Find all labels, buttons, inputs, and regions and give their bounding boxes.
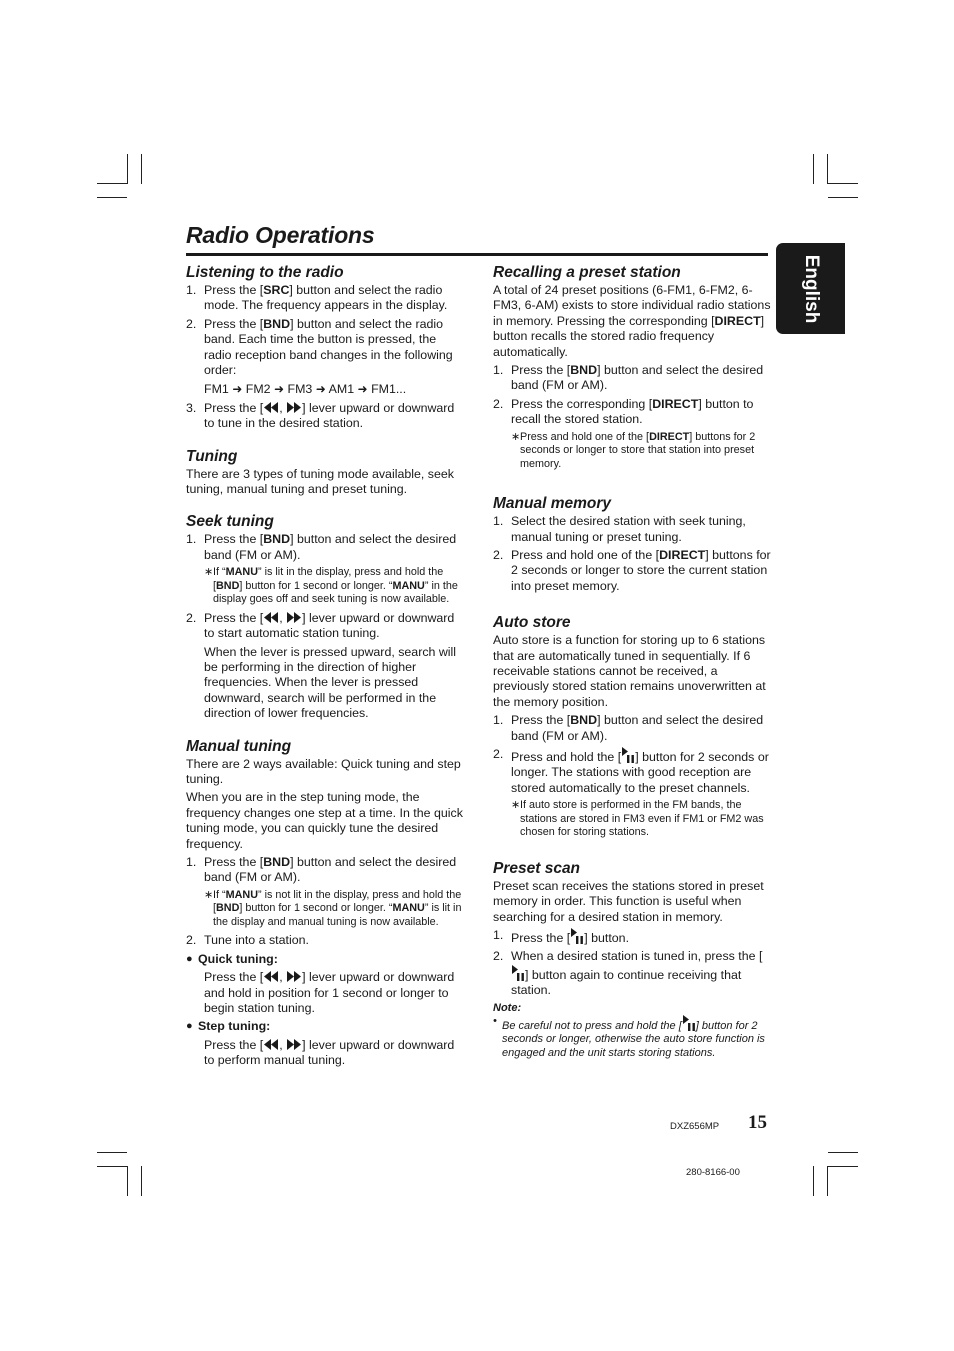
text: ] button for 1 second or longer. “ (239, 579, 393, 592)
section-auto-store (493, 614, 771, 840)
steps-list (493, 363, 771, 428)
step-item (186, 317, 466, 398)
fast-forward-icon (286, 1039, 302, 1050)
text: Press the corresponding [ (511, 396, 653, 411)
crop-mark (141, 1166, 142, 1196)
step-item (493, 949, 771, 998)
text: Press and hold the [ (511, 750, 622, 765)
band-order (204, 382, 466, 397)
step-number: 1. (186, 283, 197, 297)
title-rule (186, 253, 768, 256)
steps-list (186, 933, 466, 948)
asterisk: ∗ (204, 566, 214, 579)
text: A total of 24 preset positions (6-FM1, 6-FM2, 6-FM3, 6-AM) exists to store individual radio stations in memory. Pressing the corresponding [ (493, 283, 771, 328)
paragraph: There are 2 ways available: Quick tuning and step tuning. (186, 756, 461, 787)
text: Press and hold one of the [ (520, 430, 650, 443)
note (493, 1015, 771, 1061)
text: If “ (213, 888, 226, 901)
steps-list (493, 928, 771, 999)
crop-mark (127, 154, 128, 184)
right-arrow-icon: ➜ (315, 382, 326, 397)
step-number: 1. (186, 532, 197, 547)
crop-mark (828, 183, 858, 184)
rewind-icon (263, 402, 279, 413)
text: Press the [ (204, 532, 264, 547)
note (493, 799, 771, 840)
fast-forward-icon (286, 402, 302, 413)
text: If auto store is performed in the FM bands, the stations are stored in FM3 even if FM1 or FM2 was chosen for storing stations. (520, 799, 764, 839)
section-heading: Manual memory (493, 495, 612, 513)
filled-circle-bullet-icon: ● (186, 1020, 193, 1033)
steps-list (493, 514, 771, 594)
filled-circle-bullet-icon: ● (186, 952, 193, 965)
step-item (186, 855, 466, 886)
band-label: FM3 (287, 382, 313, 397)
language-tab-label: English (800, 254, 822, 323)
key-label: SRC (263, 283, 290, 297)
play-pause-icon (682, 1015, 696, 1031)
page-title: Radio Operations (186, 222, 375, 248)
section-manual-tuning (186, 738, 466, 1069)
crop-mark (827, 1166, 828, 1196)
language-tab (776, 243, 845, 334)
step-item (186, 401, 466, 432)
bullet-heading (186, 952, 466, 967)
steps-list (186, 855, 466, 886)
steps-list (186, 532, 466, 563)
key-label: DIRECT (659, 547, 706, 562)
play-pause-icon (511, 965, 525, 981)
step-number: 1. (493, 514, 504, 529)
text: Step tuning: (198, 1019, 271, 1034)
note-label: Note: (493, 1001, 522, 1014)
text: ] button and select the desired band (FM or AM). (511, 363, 764, 393)
step-number: 2. (493, 949, 504, 964)
fast-forward-icon (286, 971, 302, 982)
crop-mark (813, 1166, 814, 1196)
right-arrow-icon: ➜ (274, 382, 285, 397)
text: ] lever upward or downward to start automatic station tuning. (204, 610, 455, 641)
indicator-label: MANU (225, 566, 258, 579)
right-column (493, 264, 771, 1076)
text: ] lever upward or downward and hold in position for 1 second or longer to begin station tuning. (204, 970, 455, 1015)
step-number: 2. (186, 933, 197, 948)
step-item (186, 532, 466, 563)
paragraph: Preset scan receives the stations stored in preset memory in order. This function is useful when searching for a desired station in memory. (493, 878, 764, 924)
step-item (493, 747, 771, 796)
section-seek-tuning (186, 513, 466, 721)
text: Press the [ (511, 363, 571, 378)
section-heading: Listening to the radio (186, 264, 344, 281)
step-item (186, 933, 466, 948)
key-label: BND (570, 363, 598, 378)
key-label: DIRECT (652, 396, 699, 411)
key-label: DIRECT (714, 313, 761, 328)
bullet-heading (186, 1019, 466, 1034)
text: ] button and select the radio mode. The frequency appears in the display. (204, 283, 448, 313)
text: ] button and select the desired band (FM or AM). (204, 855, 457, 885)
crop-mark (97, 183, 127, 184)
paragraph (186, 1038, 466, 1069)
text: When a desired station is tuned in, press the [ (511, 949, 763, 964)
section-heading: Manual tuning (186, 737, 292, 755)
key-label: BND (216, 579, 240, 592)
page-number: 15 (748, 1112, 767, 1133)
text: Press the [ (511, 713, 571, 728)
indicator-label: MANU (392, 902, 425, 915)
text: Press the [ (204, 283, 264, 297)
step-number: 1. (493, 713, 504, 728)
left-column (186, 264, 466, 1085)
step-number: 1. (493, 927, 504, 942)
play-pause-icon (570, 928, 584, 944)
steps-list (186, 611, 466, 722)
step-item (493, 397, 771, 428)
key-label: BND (570, 713, 598, 728)
band-label: FM2 (245, 382, 271, 397)
crop-mark (828, 1152, 858, 1153)
section-heading: Auto store (493, 614, 571, 632)
paragraph: When the lever is pressed upward, search will be performing in the direction of higher frequencies. When the lever is pressed downward, search will be performed in the direction of lower frequencies. (204, 644, 457, 721)
separator: , (279, 970, 287, 985)
band-label: FM1 (204, 382, 229, 397)
text: ] lever upward or downward to tune in the desired station. (204, 400, 455, 431)
step-number: 2. (493, 396, 504, 411)
text: ” in the display goes off and seek tuning is now available. (213, 579, 458, 606)
step-number: 1. (186, 855, 197, 870)
text: ] button. (584, 930, 630, 945)
band-label: FM1... (371, 382, 407, 397)
text: Press the [ (204, 1037, 264, 1052)
text: Tune into a station. (204, 933, 309, 948)
step-number: 2. (186, 316, 197, 331)
fast-forward-icon (286, 612, 302, 623)
text: ] buttons for 2 seconds or longer to store that station into preset memory. (520, 430, 756, 470)
steps-list (493, 713, 771, 796)
text: Press and hold one of the [ (511, 547, 660, 562)
separator: , (279, 400, 287, 415)
text: ” is not lit in the display, press and hold the [ (213, 888, 462, 915)
key-label: BND (263, 855, 291, 870)
note (186, 889, 466, 930)
text: Press the [ (204, 970, 264, 985)
step-number: 3. (186, 400, 197, 415)
step-number: 2. (493, 747, 504, 762)
key-label: DIRECT (649, 430, 690, 443)
indicator-label: MANU (392, 579, 425, 592)
crop-mark (827, 154, 828, 184)
part-number: 280-8166-00 (686, 1167, 740, 1178)
section-manual-memory (493, 495, 771, 594)
crop-mark (97, 197, 127, 198)
text: ] button and select the radio band. Each time the button is pressed, the radio reception band changes in the following order: (204, 316, 453, 378)
crop-mark (828, 197, 858, 198)
section-heading: Preset scan (493, 859, 581, 877)
rewind-icon (263, 971, 279, 982)
text: ] button and select the desired band (FM or AM). (204, 532, 457, 562)
separator: , (279, 1037, 287, 1052)
section-heading: Recalling a preset station (493, 264, 681, 281)
indicator-label: MANU (225, 888, 258, 901)
play-pause-icon (621, 747, 635, 763)
text: ] buttons for 2 seconds or longer to store the current station into preset memory. (511, 547, 771, 593)
step-item (186, 611, 466, 722)
key-label: BND (216, 902, 240, 915)
text: Press the [ (204, 400, 264, 415)
note (186, 566, 466, 607)
crop-mark (813, 154, 814, 184)
text: ] button for 1 second or longer. “ (239, 902, 393, 915)
text: ] button to recall the stored station. (511, 396, 754, 427)
right-arrow-icon: ➜ (232, 382, 243, 397)
text: ] button recalls the stored radio frequency automatically. (493, 313, 765, 359)
text: Quick tuning: (198, 951, 278, 966)
step-item (493, 548, 771, 594)
crop-mark (97, 1152, 127, 1153)
section-preset-scan (493, 860, 771, 1060)
step-item (493, 514, 771, 545)
paragraph: When you are in the step tuning mode, the frequency changes one step at a time. In the quick tuning mode, you can quickly tune the desired frequency. (186, 790, 463, 851)
rewind-icon (263, 612, 279, 623)
section-recall-preset (493, 264, 771, 471)
bullet-dot: • (493, 1014, 497, 1027)
crop-mark (141, 154, 142, 184)
text: Be careful not to press and hold the [ (502, 1019, 682, 1032)
asterisk: ∗ (511, 799, 521, 812)
text: ] button for 2 seconds or longer, otherwise the auto store function is engaged and the unit starts storing stations. (502, 1019, 765, 1059)
crop-mark (127, 1166, 128, 1196)
paragraph: Auto store is a function for storing up to 6 stations that are automatically tuned in sequentially. If 6 receivable stations cannot be received, a previously stored station remains unoverwritten at the memory position. (493, 633, 766, 709)
section-listening (186, 264, 466, 432)
text: ] lever upward or downward to perform manual tuning. (204, 1037, 455, 1068)
step-item (493, 928, 771, 946)
crop-mark (97, 1166, 127, 1167)
key-label: BND (263, 532, 291, 547)
band-label: AM1 (328, 382, 355, 397)
text: Press the [ (511, 930, 571, 945)
text: Select the desired station with seek tuning, manual tuning or preset tuning. (511, 514, 746, 544)
text: ] button and select the desired band (FM or AM). (511, 713, 764, 743)
section-heading: Seek tuning (186, 513, 274, 531)
text: ] button for 2 seconds or longer. The stations with good reception are stored automatically to the preset channels. (511, 750, 769, 795)
right-arrow-icon: ➜ (357, 382, 368, 397)
section-heading: Tuning (186, 447, 238, 465)
steps-list (186, 283, 466, 432)
model-number: DXZ656MP (670, 1121, 720, 1132)
paragraph (493, 283, 771, 360)
paragraph (186, 970, 466, 1016)
step-item (493, 363, 771, 394)
text: ” is lit in the display, press and hold the [ (213, 566, 444, 592)
step-number: 1. (493, 363, 504, 378)
key-label: BND (263, 316, 291, 331)
rewind-icon (263, 1039, 279, 1050)
text: If “ (213, 566, 226, 579)
text: Press the [ (204, 610, 264, 625)
step-number: 2. (493, 547, 504, 562)
text: ” is lit in the display and manual tuning is now available. (213, 902, 462, 928)
step-item (186, 283, 466, 314)
asterisk: ∗ (511, 430, 521, 443)
text: Press the [ (204, 855, 264, 870)
paragraph: There are 3 types of tuning mode available, seek tuning, manual tuning and preset tuning. (186, 466, 454, 497)
step-number: 2. (186, 610, 197, 625)
separator: , (279, 610, 287, 625)
crop-mark (828, 1166, 858, 1167)
asterisk: ∗ (204, 888, 214, 901)
section-tuning (186, 448, 466, 498)
note (493, 431, 771, 472)
text: ] button again to continue receiving that station. (511, 967, 742, 998)
text: Press the [ (204, 316, 264, 331)
step-item (493, 713, 771, 744)
